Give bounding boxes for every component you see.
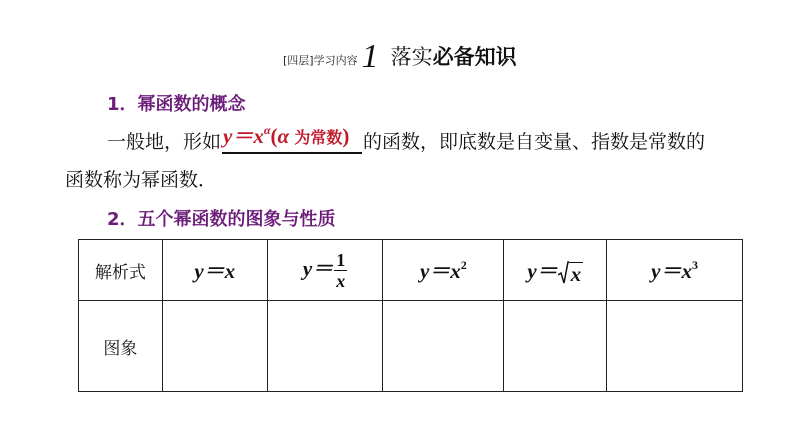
func-1-var: x [224,259,236,283]
power-functions-table [78,239,743,392]
section-2-title: 2．五个幂函数的图象与性质 [107,209,336,230]
answer-var: α [277,124,290,148]
graph-cell-4 [504,301,607,392]
cell-func-2 [267,240,383,301]
func-3-lhs: y＝ [419,259,451,283]
section-heading [283,38,517,74]
definition-suffix: 的函数，即底数是自变量、指数是常数的 [363,131,706,153]
func-5-exponent: 3 [692,258,698,272]
heading-number: 1 [361,38,379,75]
cell-func-3 [383,240,504,301]
func-2-fraction [334,251,347,290]
func-4-lhs: y＝ [527,258,558,283]
cell-func-4 [504,240,607,301]
func-5-lhs: y＝ [651,259,682,283]
section-1-title: 1．幂函数的概念 [107,94,246,115]
answer-close-paren: ) [342,124,350,148]
cell-func-1 [162,240,267,301]
func-4-sqrt [558,261,584,285]
func-2-denominator: x [336,270,346,291]
table-row-graph [79,301,743,392]
radical-sign-icon [558,261,569,285]
row-label-formula: 解析式 [79,240,163,301]
graph-cell-2 [267,301,383,392]
heading-title-light: 落实 [390,45,433,69]
graph-cell-1 [162,301,267,392]
answer-formula [223,120,349,150]
heading-tag: [四层]学习内容 [283,54,358,67]
definition-line-2: 函数称为幂函数． [65,169,218,191]
answer-base: y＝x [223,124,264,148]
func-4-radicand: x [570,262,582,287]
func-3-var: x [450,259,461,283]
cell-func-5 [607,240,743,301]
func-2-lhs: y＝ [302,255,334,280]
graph-cell-3 [383,301,504,392]
func-3-exponent: 2 [460,258,467,272]
table-row-formula [79,240,743,301]
definition-prefix: 一般地，形如 [107,131,222,153]
func-1-lhs: y＝ [194,259,225,283]
answer-open-paren: ( [270,124,278,148]
answer-blank [222,123,362,154]
graph-cell-5 [607,301,743,392]
row-label-graph: 图象 [79,301,163,392]
answer-note: 为常数 [294,128,343,147]
heading-title-bold: 必备知识 [432,45,517,69]
func-2-numerator: 1 [336,249,346,270]
answer-exponent: α [263,123,271,137]
definition-line-1 [107,123,706,154]
func-5-var: x [681,259,692,283]
